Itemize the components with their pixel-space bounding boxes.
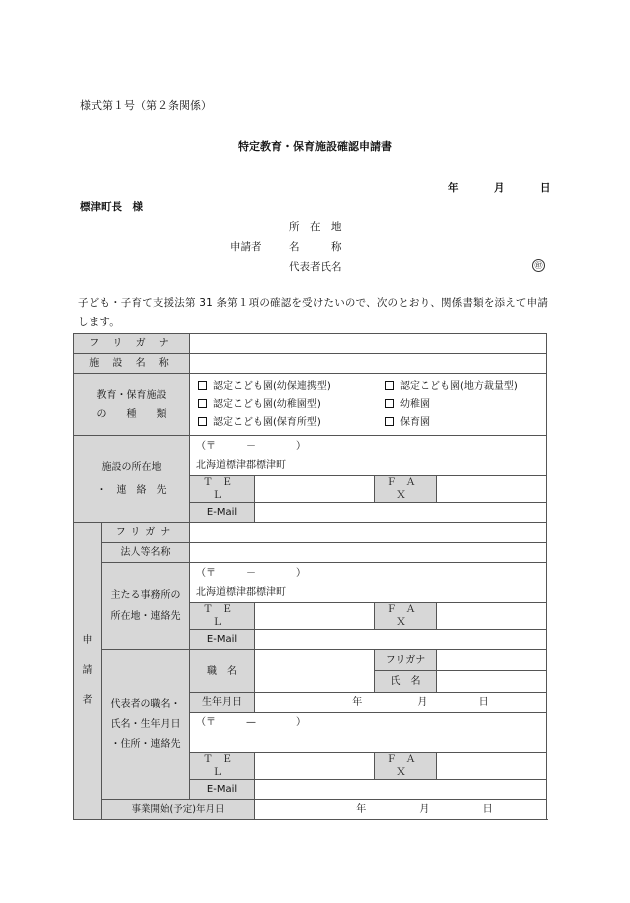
start-day-label: 日 xyxy=(482,804,493,815)
rep-name-field[interactable] xyxy=(437,671,547,693)
facility-postal: （〒 － ） xyxy=(196,440,307,452)
facility-furigana-label: フ リ ガ ナ xyxy=(74,334,190,354)
rep-label-line3: ・住所・連絡先 xyxy=(110,739,181,750)
applicant-side-label: 申 請 者 xyxy=(74,523,102,820)
applicant-email-field[interactable] xyxy=(255,630,547,650)
date-month-label: 月 xyxy=(494,182,505,194)
addressee: 標津町長 様 xyxy=(80,201,143,213)
rep-email-field[interactable] xyxy=(255,780,547,800)
date-year-label: 年 xyxy=(448,182,459,194)
facility-address-field[interactable] xyxy=(190,436,547,476)
start-year-label: 年 xyxy=(356,804,367,815)
facility-name-label: 施 設 名 称 xyxy=(74,354,190,374)
rep-fax-label: ＦＡＸ xyxy=(375,753,437,780)
date-day-label: 日 xyxy=(540,182,551,194)
facility-email-field[interactable] xyxy=(255,503,547,523)
facility-tel-field[interactable] xyxy=(255,476,375,503)
birth-month-label: 月 xyxy=(417,697,428,708)
applicant-corp-name-field[interactable] xyxy=(190,543,547,563)
applicant-fax-label: ＦＡＸ xyxy=(375,603,437,630)
facility-fax-field[interactable] xyxy=(437,476,547,503)
facility-fax-label: ＦＡＸ xyxy=(375,476,437,503)
facility-location-label-line1: 施設の所在地 xyxy=(101,462,162,473)
facility-tel-label: ＴＥＬ xyxy=(190,476,255,503)
facility-name-field[interactable] xyxy=(190,354,547,374)
rep-job-row-1 xyxy=(74,650,547,671)
start-date-label: 事業開始(予定)年月日 xyxy=(102,800,255,820)
start-date-row xyxy=(74,800,547,820)
birth-day-label: 日 xyxy=(478,697,489,708)
application-form-table xyxy=(73,333,547,820)
checkbox-icon[interactable] xyxy=(385,399,394,408)
birth-year-label: 年 xyxy=(352,697,363,708)
type-option-local-discretion[interactable]: 認定こども園(地方裁量型) xyxy=(385,378,518,396)
applicant-furigana-label: フリガナ xyxy=(102,523,190,543)
type-option-nursery-type[interactable]: 認定こども園(保育所型) xyxy=(198,414,385,432)
rep-tel-label: ＴＥＬ xyxy=(190,753,255,780)
rep-label-line1: 代表者の職名・ xyxy=(110,699,181,710)
applicant-representative-label: 代表者氏名 xyxy=(289,261,342,273)
applicant-tel-label: ＴＥＬ xyxy=(190,603,255,630)
rep-section-label xyxy=(102,650,190,800)
facility-location-label-line2: ・ 連 絡 先 xyxy=(96,485,167,496)
rep-birthdate-field[interactable] xyxy=(255,693,547,713)
facility-type-label xyxy=(74,374,190,436)
office-label-line2: 所在地・連絡先 xyxy=(110,611,181,622)
facility-address-prefix: 北海道標津郡標津町 xyxy=(196,459,287,471)
applicant-corp-name-label: 法人等名称 xyxy=(102,543,190,563)
applicant-address-label: 所 在 地 xyxy=(289,221,342,233)
rep-job-title-field[interactable] xyxy=(255,650,375,693)
applicant-name-label: 名 称 xyxy=(289,241,342,253)
applicant-furigana-row xyxy=(74,523,547,543)
type-option-kindergarten-type[interactable]: 認定こども園(幼稚園型) xyxy=(198,396,385,414)
applicant-furigana-field[interactable] xyxy=(190,523,547,543)
rep-email-label: E-Mail xyxy=(190,780,255,800)
form-number: 様式第１号（第２条関係） xyxy=(80,99,212,112)
type-option-kindergarten-nursery[interactable]: 認定こども園(幼保連携型) xyxy=(198,378,385,396)
applicant-office-address-row xyxy=(74,563,547,603)
start-date-field[interactable] xyxy=(255,800,547,820)
checkbox-icon[interactable] xyxy=(198,417,207,426)
applicant-office-address-field[interactable] xyxy=(190,563,547,603)
facility-address-row xyxy=(74,436,547,476)
applicant-corp-name-row xyxy=(74,543,547,563)
rep-job-title-label: 職 名 xyxy=(190,650,255,693)
rep-address-field[interactable] xyxy=(190,713,547,753)
rep-postal: （〒 — ） xyxy=(196,717,307,728)
start-month-label: 月 xyxy=(419,804,430,815)
rep-furigana-field[interactable] xyxy=(437,650,547,671)
document-title: 特定教育・保育施設確認申請書 xyxy=(238,140,392,153)
applicant-tel-field[interactable] xyxy=(255,603,375,630)
checkbox-icon[interactable] xyxy=(385,381,394,390)
facility-name-row xyxy=(74,354,547,374)
office-label-line1: 主たる事務所の xyxy=(110,590,181,601)
facility-type-label-line1: 教育・保育施設 xyxy=(96,389,167,401)
intro-text: 子ども・子育て支援法第 31 条第１項の確認を受けたいので、次のとおり、関係書類を添えて申請します。 xyxy=(78,297,549,328)
facility-location-label xyxy=(74,436,190,523)
applicant-fax-field[interactable] xyxy=(437,603,547,630)
facility-furigana-row xyxy=(74,334,547,354)
facility-type-label-line2: の 種 類 xyxy=(96,408,167,420)
applicant-office-label xyxy=(102,563,190,650)
rep-fax-field[interactable] xyxy=(437,753,547,780)
rep-birthdate-label: 生年月日 xyxy=(190,693,255,713)
office-address-prefix: 北海道標津郡標津町 xyxy=(196,586,287,598)
checkbox-icon[interactable] xyxy=(385,417,394,426)
facility-type-options xyxy=(190,374,547,436)
applicant-role-label: 申請者 xyxy=(230,241,262,253)
applicant-email-label: E-Mail xyxy=(190,630,255,650)
type-option-nursery[interactable]: 保育園 xyxy=(385,414,430,432)
checkbox-icon[interactable] xyxy=(198,381,207,390)
rep-furigana-label: フリガナ xyxy=(375,650,437,671)
type-option-kindergarten[interactable]: 幼稚園 xyxy=(385,396,430,414)
office-postal: （〒 － ） xyxy=(196,567,307,579)
rep-tel-field[interactable] xyxy=(255,753,375,780)
seal-mark: ㊞ xyxy=(532,259,545,272)
facility-type-row xyxy=(74,374,547,436)
checkbox-icon[interactable] xyxy=(198,399,207,408)
rep-label-line2: 氏名・生年月日 xyxy=(110,719,181,730)
facility-furigana-field[interactable] xyxy=(190,334,547,354)
rep-name-label: 氏 名 xyxy=(375,671,437,693)
facility-email-label: E-Mail xyxy=(190,503,255,523)
